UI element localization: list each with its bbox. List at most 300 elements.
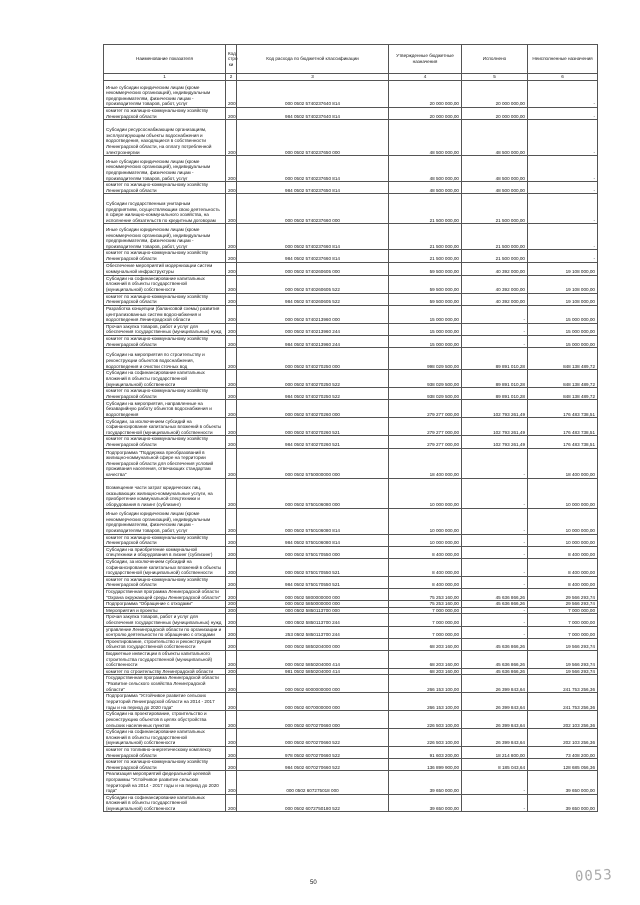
table-row xyxy=(104,601,598,608)
cell-executed: - xyxy=(462,794,528,812)
cell-name: комитет по жилищно-коммунальному хозяйству Ленинградской области xyxy=(104,436,226,448)
cell-line-code: 200 xyxy=(226,224,237,250)
table-row xyxy=(104,250,598,262)
cell-name: Иные субсидии юридическим лицам (кроме некоммерческих организаций), индивидуальным предпринимателям, физическим лицам - производителям товаров, работ, услуг xyxy=(104,81,226,108)
cell-budget-code: 000 0502 6070000000 000 xyxy=(237,693,389,711)
cell-executed: 102 793 261,49 xyxy=(462,436,528,448)
cell-budget-code: 000 0502 5850113700 244 xyxy=(237,614,389,626)
cell-unexecuted: 848 138 489,72 xyxy=(528,370,598,388)
cell-unexecuted: 848 138 489,72 xyxy=(528,388,598,400)
table-row xyxy=(104,348,598,370)
cell-name: комитет по жилищно-коммунальному хозяйству Ленинградской области xyxy=(104,388,226,400)
cell-approved: 59 500 000,00 xyxy=(389,275,462,293)
cell-unexecuted: 39 650 000,00 xyxy=(528,771,598,794)
cell-approved: 10 000 000,00 xyxy=(389,478,462,508)
table-row xyxy=(104,626,598,638)
cell-line-code: 200 xyxy=(226,558,237,576)
cell-line-code: 200 xyxy=(226,759,237,771)
table-row xyxy=(104,607,598,614)
table-row xyxy=(104,120,598,156)
cell-executed: 102 793 261,49 xyxy=(462,418,528,436)
table-row xyxy=(104,293,598,305)
cell-executed: - xyxy=(462,305,528,323)
cell-budget-code: 978 0502 6070270660 522 xyxy=(237,746,389,758)
cell-approved: 998 029 500,00 xyxy=(389,348,462,370)
cell-line-code: 200 xyxy=(226,388,237,400)
cell-line-code: 200 xyxy=(226,668,237,675)
archive-stamp: 0053 xyxy=(574,867,614,885)
cell-line-code: 200 xyxy=(226,81,237,108)
header-executed: Исполнено xyxy=(462,45,528,74)
cell-approved: 48 500 000,00 xyxy=(389,182,462,194)
cell-name: Подпрограмма "Поддержка преобразований в жилищно-коммунальной сфере на территории Ленинградской области для обеспечения условий проживания населения, отвечающих стандартам качества" xyxy=(104,448,226,478)
table-row xyxy=(104,558,598,576)
cell-approved: 8 400 000,00 xyxy=(389,546,462,558)
cell-executed: - xyxy=(462,771,528,794)
cell-executed: 45 636 866,26 xyxy=(462,638,528,650)
cell-budget-code: 000 0502 5740237660 814 xyxy=(237,224,389,250)
cell-approved: 279 277 000,00 xyxy=(389,400,462,418)
cell-budget-code: 000 0502 5850204000 414 xyxy=(237,651,389,669)
header-num: 3 xyxy=(237,74,389,81)
cell-executed: - xyxy=(462,614,528,626)
cell-executed: 26 399 843,64 xyxy=(462,711,528,729)
cell-approved: 7 000 000,00 xyxy=(389,607,462,614)
cell-budget-code: 000 0502 5740237650 814 xyxy=(237,156,389,182)
cell-executed: 45 636 866,26 xyxy=(462,589,528,601)
cell-name: Прочая закупка товаров, работ и услуг для обеспечения государственных (муниципальных) нужд xyxy=(104,614,226,626)
table-row xyxy=(104,651,598,669)
cell-budget-code: 000 0502 5750000000 000 xyxy=(237,448,389,478)
cell-approved: 15 000 000,00 xyxy=(389,305,462,323)
cell-name: Мероприятия и проекты xyxy=(104,607,226,614)
cell-line-code: 200 xyxy=(226,711,237,729)
table-row xyxy=(104,675,598,693)
cell-executed: 102 793 261,49 xyxy=(462,400,528,418)
table-row xyxy=(104,746,598,758)
cell-executed: - xyxy=(462,478,528,508)
cell-name: комитет по строительству Ленинградской области xyxy=(104,668,226,675)
cell-executed: 8 185 043,64 xyxy=(462,759,528,771)
cell-budget-code: 000 0502 5740260605 522 xyxy=(237,275,389,293)
cell-name: Субсидии на софинансирование капитальных вложений в объекты государственной (муниципальной) собственности xyxy=(104,794,226,812)
cell-line-code: 200 xyxy=(226,794,237,812)
header-num: 4 xyxy=(389,74,462,81)
cell-executed: 48 500 000,00 xyxy=(462,156,528,182)
header-num: 1 xyxy=(104,74,226,81)
table-row xyxy=(104,576,598,588)
cell-budget-code: 000 0502 5740213960 244 xyxy=(237,323,389,335)
cell-unexecuted: 18 400 000,00 xyxy=(528,448,598,478)
cell-line-code: 200 xyxy=(226,771,237,794)
cell-executed: 40 392 000,00 xyxy=(462,262,528,275)
cell-approved: 10 000 000,00 xyxy=(389,534,462,546)
cell-executed: 89 891 010,28 xyxy=(462,370,528,388)
cell-line-code: 200 xyxy=(226,607,237,614)
cell-budget-code: 984 0502 5740260605 522 xyxy=(237,293,389,305)
cell-line-code: 200 xyxy=(226,250,237,262)
cell-executed: - xyxy=(462,546,528,558)
cell-budget-code: 984 0502 5750106080 814 xyxy=(237,534,389,546)
table-row xyxy=(104,400,598,418)
table-row xyxy=(104,478,598,508)
cell-name: Субсидии на софинансирование капитальных вложений в объекты государственной (муниципальной) собственности xyxy=(104,275,226,293)
cell-executed: 40 392 000,00 xyxy=(462,293,528,305)
cell-executed: 89 891 010,28 xyxy=(462,388,528,400)
cell-unexecuted: 15 000 000,00 xyxy=(528,323,598,335)
cell-name: комитет по жилищно-коммунальному хозяйству Ленинградской области xyxy=(104,335,226,347)
cell-executed: 20 000 000,00 xyxy=(462,108,528,120)
cell-line-code: 200 xyxy=(226,293,237,305)
cell-name: Субсидии государственным унитарным предприятиям, осуществляющим свою деятельность в сфере жилищно-коммунального хозяйства, на исполнение обязательств по кредитным договорам xyxy=(104,194,226,224)
cell-unexecuted: 176 483 738,51 xyxy=(528,418,598,436)
cell-approved: 75 253 160,00 xyxy=(389,589,462,601)
cell-line-code: 200 xyxy=(226,156,237,182)
table-row xyxy=(104,305,598,323)
table-row xyxy=(104,794,598,812)
cell-unexecuted: 8 400 000,00 xyxy=(528,576,598,588)
table-row xyxy=(104,614,598,626)
cell-budget-code: 000 0502 6070270660 000 xyxy=(237,711,389,729)
table-row xyxy=(104,224,598,250)
cell-name: Субсидии, за исключением субсидий на софинансирование капитальных вложений в объекты государственной (муниципальной) собственности xyxy=(104,418,226,436)
cell-unexecuted: 10 000 000,00 xyxy=(528,508,598,534)
cell-line-code: 200 xyxy=(226,335,237,347)
header-number-row xyxy=(104,74,598,81)
cell-approved: 68 203 160,00 xyxy=(389,651,462,669)
cell-line-code: 200 xyxy=(226,194,237,224)
cell-unexecuted: 7 000 000,00 xyxy=(528,614,598,626)
cell-approved: 48 500 000,00 xyxy=(389,120,462,156)
table-row xyxy=(104,323,598,335)
cell-line-code: 200 xyxy=(226,370,237,388)
cell-executed: 48 500 000,00 xyxy=(462,182,528,194)
cell-name: Субсидии на мероприятия по строительству и реконструкции объектов водоснабжения, водоотведения и очистки сточных вод xyxy=(104,348,226,370)
cell-approved: 8 400 000,00 xyxy=(389,558,462,576)
header-num: 6 xyxy=(528,74,598,81)
cell-name: Субсидии на софинансирование капитальных вложений в объекты государственной (муниципальной) собственности xyxy=(104,729,226,747)
table-row xyxy=(104,771,598,794)
table-row xyxy=(104,108,598,120)
cell-budget-code: 253 0502 5850113700 244 xyxy=(237,626,389,638)
cell-approved: 266 153 100,00 xyxy=(389,675,462,693)
cell-name: Иные субсидии юридическим лицам (кроме некоммерческих организаций), индивидуальным предпринимателям, физическим лицам - производителям товаров, работ, услуг xyxy=(104,508,226,534)
cell-executed: - xyxy=(462,558,528,576)
cell-executed: 26 399 843,64 xyxy=(462,729,528,747)
cell-line-code: 200 xyxy=(226,626,237,638)
cell-approved: 7 000 000,00 xyxy=(389,626,462,638)
cell-name: Подпрограмма "Обращение с отходами" xyxy=(104,601,226,608)
cell-approved: 15 000 000,00 xyxy=(389,335,462,347)
table-row xyxy=(104,262,598,275)
cell-budget-code: 000 0502 5740260605 000 xyxy=(237,262,389,275)
cell-unexecuted: - xyxy=(528,224,598,250)
cell-unexecuted: 19 108 000,00 xyxy=(528,275,598,293)
cell-name: комитет по жилищно-коммунальному хозяйству Ленинградской области xyxy=(104,576,226,588)
cell-approved: 20 000 000,00 xyxy=(389,81,462,108)
cell-approved: 279 277 000,00 xyxy=(389,418,462,436)
cell-approved: 7 000 000,00 xyxy=(389,614,462,626)
cell-approved: 59 500 000,00 xyxy=(389,262,462,275)
cell-unexecuted: 10 000 000,00 xyxy=(528,534,598,546)
cell-budget-code: 000 0502 5750170550 000 xyxy=(237,546,389,558)
cell-line-code: 200 xyxy=(226,305,237,323)
cell-unexecuted: 241 753 256,36 xyxy=(528,693,598,711)
cell-budget-code: 000 0502 607275018 000 xyxy=(237,771,389,794)
cell-executed: 20 000 000,00 xyxy=(462,81,528,108)
cell-unexecuted: 15 000 000,00 xyxy=(528,305,598,323)
cell-budget-code: 000 0502 5740270250 522 xyxy=(237,370,389,388)
table-row xyxy=(104,335,598,347)
cell-executed: 21 500 000,00 xyxy=(462,224,528,250)
cell-approved: 136 899 900,00 xyxy=(389,759,462,771)
cell-approved: 938 029 500,00 xyxy=(389,388,462,400)
cell-name: Возмещение части затрат юридических лиц, оказывающих жилищно-коммунальные услуги, на приобретение коммунальной спецтехники и оборудования в лизинг (сублизинг) xyxy=(104,478,226,508)
header-num: 5 xyxy=(462,74,528,81)
cell-unexecuted: 29 566 293,74 xyxy=(528,589,598,601)
cell-unexecuted: 19 108 000,00 xyxy=(528,293,598,305)
cell-executed: 21 500 000,00 xyxy=(462,250,528,262)
cell-approved: 226 503 100,00 xyxy=(389,711,462,729)
cell-unexecuted: - xyxy=(528,81,598,108)
cell-executed: - xyxy=(462,335,528,347)
cell-line-code: 200 xyxy=(226,478,237,508)
cell-executed: - xyxy=(462,607,528,614)
cell-line-code: 200 xyxy=(226,262,237,275)
table-row xyxy=(104,156,598,182)
cell-line-code: 200 xyxy=(226,729,237,747)
cell-budget-code: 000 0502 5850204000 000 xyxy=(237,638,389,650)
cell-name: комитет по жилищно-коммунальному хозяйству Ленинградской области xyxy=(104,759,226,771)
cell-executed: - xyxy=(462,576,528,588)
cell-budget-code: 984 0502 6070270660 522 xyxy=(237,759,389,771)
table-row xyxy=(104,436,598,448)
cell-budget-code: 000 0502 5740270260 521 xyxy=(237,418,389,436)
cell-budget-code: 000 0502 5740213960 000 xyxy=(237,305,389,323)
cell-name: Иные субсидии юридическим лицам (кроме некоммерческих организаций), индивидуальным предпринимателям, физическим лицам - производителям товаров, работ, услуг xyxy=(104,224,226,250)
cell-unexecuted: 39 650 000,00 xyxy=(528,794,598,812)
cell-name: комитет по жилищно-коммунальному хозяйству Ленинградской области xyxy=(104,293,226,305)
cell-budget-code: 000 0502 5750106080 814 xyxy=(237,508,389,534)
table-row xyxy=(104,388,598,400)
cell-executed: 40 392 000,00 xyxy=(462,275,528,293)
cell-approved: 48 500 000,00 xyxy=(389,156,462,182)
header-num: 2 xyxy=(226,74,237,81)
cell-line-code: 200 xyxy=(226,675,237,693)
cell-budget-code: 981 0502 5850204000 414 xyxy=(237,668,389,675)
cell-budget-code: 984 0502 5740237660 814 xyxy=(237,250,389,262)
table-row xyxy=(104,194,598,224)
cell-budget-code: 000 0502 5800000000 000 xyxy=(237,589,389,601)
cell-unexecuted: 176 483 738,51 xyxy=(528,436,598,448)
cell-line-code: 200 xyxy=(226,651,237,669)
cell-unexecuted: - xyxy=(528,120,598,156)
cell-budget-code: 000 0502 5740270250 000 xyxy=(237,348,389,370)
cell-approved: 39 650 000,00 xyxy=(389,771,462,794)
cell-unexecuted: 7 000 000,00 xyxy=(528,607,598,614)
cell-budget-code: 000 0502 5850113700 000 xyxy=(237,607,389,614)
cell-approved: 8 400 000,00 xyxy=(389,576,462,588)
cell-unexecuted: 176 483 738,51 xyxy=(528,400,598,418)
table-header-row xyxy=(104,45,598,74)
budget-table-sheet xyxy=(103,44,597,812)
cell-executed: - xyxy=(462,448,528,478)
cell-name: Субсидии на мероприятия, направленные на безаварийную работу объектов водоснабжения и водоотведения xyxy=(104,400,226,418)
cell-budget-code: 984 0502 5740237650 814 xyxy=(237,182,389,194)
cell-line-code: 200 xyxy=(226,576,237,588)
cell-approved: 226 503 100,00 xyxy=(389,729,462,747)
cell-approved: 68 203 160,00 xyxy=(389,668,462,675)
table-row xyxy=(104,668,598,675)
cell-line-code: 200 xyxy=(226,614,237,626)
cell-executed: - xyxy=(462,534,528,546)
cell-executed: 45 636 866,26 xyxy=(462,668,528,675)
cell-line-code: 200 xyxy=(226,418,237,436)
cell-executed: 89 891 010,28 xyxy=(462,348,528,370)
cell-name: комитет по топливно-энергетическому комплексу Ленинградской области xyxy=(104,746,226,758)
cell-line-code: 200 xyxy=(226,638,237,650)
cell-unexecuted: 29 566 293,74 xyxy=(528,601,598,608)
cell-approved: 21 500 000,00 xyxy=(389,224,462,250)
cell-approved: 10 000 000,00 xyxy=(389,508,462,534)
cell-approved: 68 203 160,00 xyxy=(389,638,462,650)
cell-line-code: 200 xyxy=(226,323,237,335)
cell-executed: - xyxy=(462,323,528,335)
cell-name: Субсидии на проектирование, строительство и реконструкцию объектов в целях обустройства сельских населенных пунктов xyxy=(104,711,226,729)
cell-unexecuted: 19 566 293,74 xyxy=(528,668,598,675)
cell-budget-code: 000 0502 6000000000 000 xyxy=(237,675,389,693)
table-row xyxy=(104,370,598,388)
table-row xyxy=(104,729,598,747)
page-number: 50 xyxy=(310,880,317,886)
cell-budget-code: 000 0502 6070270660 522 xyxy=(237,729,389,747)
cell-budget-code: 000 0502 5850000000 000 xyxy=(237,601,389,608)
cell-name: Разработка концепции (балансовой схемы) развития централизованных систем водоснабжения и водоотведения Ленинградской области xyxy=(104,305,226,323)
cell-approved: 59 500 000,00 xyxy=(389,293,462,305)
cell-unexecuted: - xyxy=(528,194,598,224)
cell-line-code: 200 xyxy=(226,534,237,546)
cell-budget-code: 984 0502 5740237640 814 xyxy=(237,108,389,120)
cell-budget-code: 984 0502 5750170550 521 xyxy=(237,576,389,588)
cell-approved: 20 000 000,00 xyxy=(389,108,462,120)
cell-unexecuted: 202 103 256,36 xyxy=(528,729,598,747)
cell-name: Субсидии на приобретение коммунальной спецтехники и оборудования в лизинг (сублизинг) xyxy=(104,546,226,558)
cell-budget-code: 984 0502 5740213960 244 xyxy=(237,335,389,347)
cell-unexecuted: 73 408 200,00 xyxy=(528,746,598,758)
table-row xyxy=(104,418,598,436)
cell-approved: 15 000 000,00 xyxy=(389,323,462,335)
table-row xyxy=(104,546,598,558)
header-approved: Утвержденные бюджетные назначения xyxy=(389,45,462,74)
cell-line-code: 200 xyxy=(226,108,237,120)
header-line-code: Код стро ки xyxy=(226,45,237,74)
cell-budget-code: 000 0502 6072750180 522 xyxy=(237,794,389,812)
cell-approved: 266 153 100,00 xyxy=(389,693,462,711)
cell-name: Государственная программа Ленинградской области "Развитие сельского хозяйства Ленинградской области" xyxy=(104,675,226,693)
table-row xyxy=(104,589,598,601)
cell-name: Субсидии, за исключением субсидий на софинансирование капитальных вложений в объекты государственной (муниципальной) собственности xyxy=(104,558,226,576)
cell-executed: 18 214 800,00 xyxy=(462,746,528,758)
cell-unexecuted: 128 685 056,36 xyxy=(528,759,598,771)
cell-budget-code: 000 0502 5740237640 814 xyxy=(237,81,389,108)
header-unexecuted: Неисполненные назначения xyxy=(528,45,598,74)
cell-unexecuted: 7 000 000,00 xyxy=(528,626,598,638)
cell-name: Реализация мероприятий федеральной целевой программы "Устойчивое развитие сельских территорий на 2014 - 2017 годы и на период до 2020 года" xyxy=(104,771,226,794)
cell-executed: 45 636 866,26 xyxy=(462,651,528,669)
cell-line-code: 200 xyxy=(226,120,237,156)
cell-name: Субсидии ресурсоснабжающим организациям, эксплуатирующим объекты водоснабжения и водоотведения, находящиеся в собственности Ленинградской области, на оплату потребленной электроэнергии xyxy=(104,120,226,156)
cell-line-code: 200 xyxy=(226,746,237,758)
cell-unexecuted: - xyxy=(528,108,598,120)
cell-unexecuted: - xyxy=(528,182,598,194)
cell-line-code: 200 xyxy=(226,601,237,608)
cell-line-code: 200 xyxy=(226,436,237,448)
cell-unexecuted: 19 566 293,74 xyxy=(528,651,598,669)
cell-line-code: 200 xyxy=(226,589,237,601)
cell-approved: 18 400 000,00 xyxy=(389,448,462,478)
cell-unexecuted: 8 400 000,00 xyxy=(528,558,598,576)
cell-approved: 279 277 000,00 xyxy=(389,436,462,448)
cell-budget-code: 984 0502 5740270260 521 xyxy=(237,436,389,448)
cell-name: Проектирование, строительство и реконструкция объектов государственной собственности xyxy=(104,638,226,650)
cell-name: комитет по жилищно-коммунальному хозяйству Ленинградской области xyxy=(104,182,226,194)
cell-line-code: 200 xyxy=(226,448,237,478)
cell-line-code: 200 xyxy=(226,182,237,194)
cell-unexecuted: 19 566 293,74 xyxy=(528,638,598,650)
table-row xyxy=(104,759,598,771)
cell-unexecuted: 19 108 000,00 xyxy=(528,262,598,275)
table-row xyxy=(104,508,598,534)
cell-name: комитет по жилищно-коммунальному хозяйству Ленинградской области xyxy=(104,108,226,120)
cell-name: Бюджетные инвестиции в объекты капитального строительства государственной (муниципальной) собственности xyxy=(104,651,226,669)
table-row xyxy=(104,693,598,711)
table-row xyxy=(104,534,598,546)
table-row xyxy=(104,711,598,729)
cell-line-code: 200 xyxy=(226,693,237,711)
cell-name: Обеспечение мероприятий модернизации систем коммунальной инфраструктуры xyxy=(104,262,226,275)
table-row xyxy=(104,638,598,650)
cell-unexecuted: 848 138 489,72 xyxy=(528,348,598,370)
cell-name: Субсидии на софинансирование капитальных вложений в объекты государственной (муниципальной) собственности xyxy=(104,370,226,388)
cell-budget-code: 000 0502 5750106080 000 xyxy=(237,478,389,508)
table-row xyxy=(104,448,598,478)
cell-line-code: 200 xyxy=(226,400,237,418)
cell-unexecuted: 241 753 256,36 xyxy=(528,675,598,693)
cell-budget-code: 000 0502 5740270260 000 xyxy=(237,400,389,418)
cell-executed: 26 399 843,64 xyxy=(462,693,528,711)
cell-executed: 21 500 000,00 xyxy=(462,194,528,224)
table-body xyxy=(104,81,598,812)
cell-line-code: 200 xyxy=(226,275,237,293)
table-row xyxy=(104,275,598,293)
budget-execution-table xyxy=(103,44,598,812)
cell-budget-code: 000 0502 5750170550 521 xyxy=(237,558,389,576)
cell-name: Иные субсидии юридическим лицам (кроме некоммерческих организаций), индивидуальным предпринимателям, физическим лицам - производителям товаров, работ, услуг xyxy=(104,156,226,182)
cell-name: Государственная программа Ленинградской области "Охрана окружающей среды Ленинградской области" xyxy=(104,589,226,601)
cell-name: Прочая закупка товаров, работ и услуг для обеспечения государственных (муниципальных) нужд xyxy=(104,323,226,335)
cell-executed: 26 399 843,64 xyxy=(462,675,528,693)
cell-name: комитет по жилищно-коммунальному хозяйству Ленинградской области xyxy=(104,534,226,546)
cell-line-code: 200 xyxy=(226,348,237,370)
cell-approved: 75 253 160,00 xyxy=(389,601,462,608)
cell-executed: 45 636 866,26 xyxy=(462,601,528,608)
cell-executed: - xyxy=(462,508,528,534)
cell-budget-code: 000 0502 5740237660 000 xyxy=(237,194,389,224)
cell-executed: - xyxy=(462,626,528,638)
cell-name: комитет по жилищно-коммунальному хозяйству Ленинградской области xyxy=(104,250,226,262)
cell-unexecuted: 8 400 000,00 xyxy=(528,546,598,558)
cell-unexecuted: 10 000 000,00 xyxy=(528,478,598,508)
